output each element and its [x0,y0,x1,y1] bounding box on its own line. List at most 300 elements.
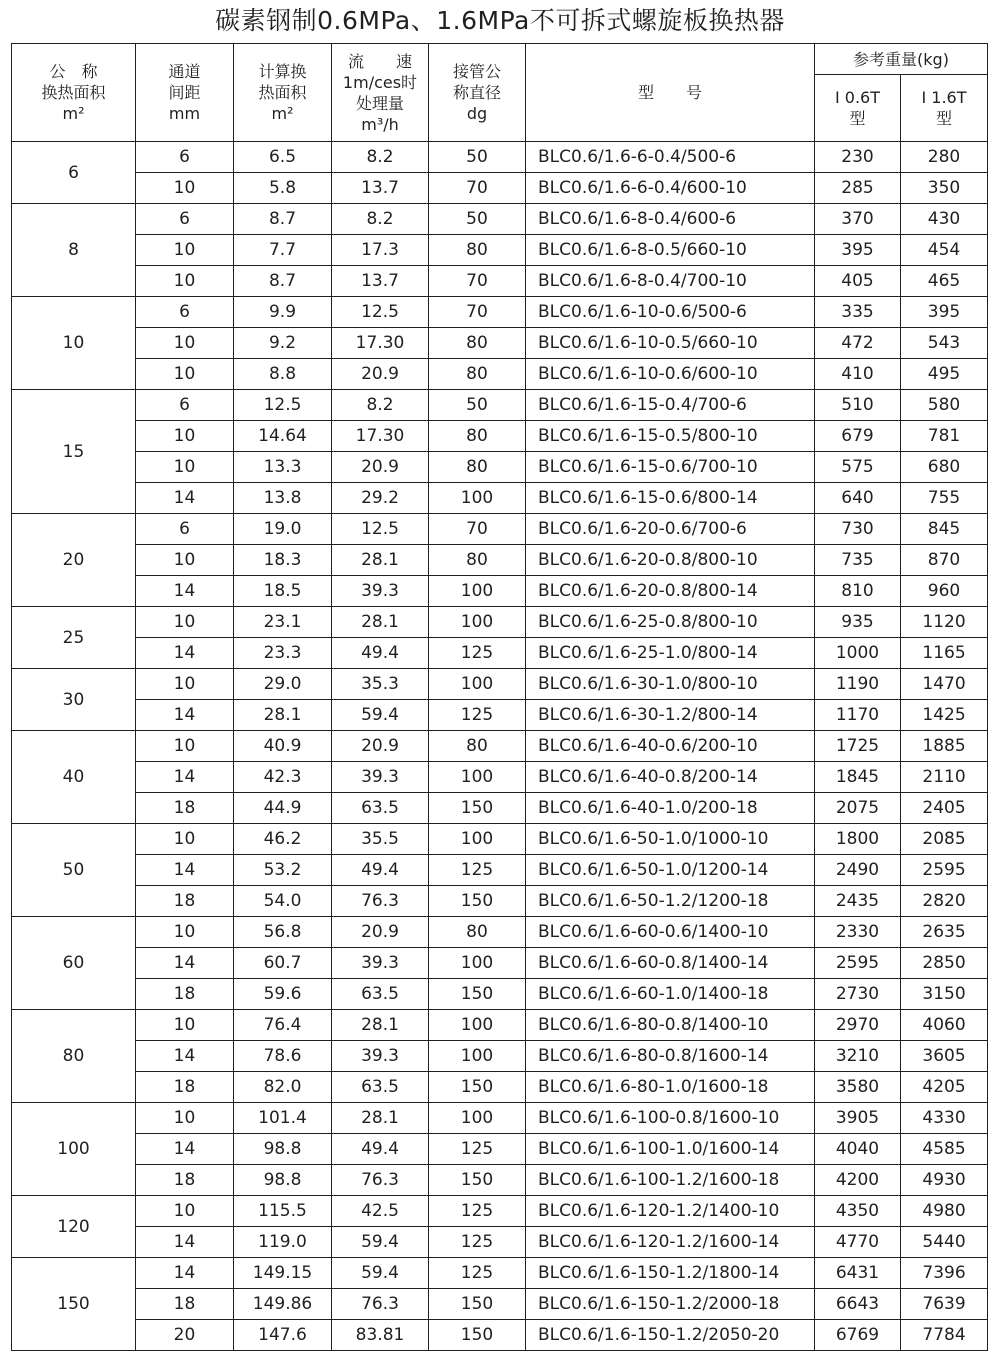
cell-pipe-diameter: 150 [429,1165,526,1196]
cell-weight-16: 454 [901,235,988,266]
cell-pipe-diameter: 125 [429,855,526,886]
cell-channel-gap: 14 [136,483,234,514]
cell-pipe-diameter: 100 [429,824,526,855]
cell-weight-06: 575 [815,452,901,483]
cell-weight-06: 1725 [815,731,901,762]
cell-pipe-diameter: 80 [429,328,526,359]
cell-calc-area: 23.3 [234,638,332,669]
table-row [12,979,988,1010]
cell-weight-16: 543 [901,328,988,359]
cell-channel-gap: 10 [136,917,234,948]
cell-channel-gap: 18 [136,1072,234,1103]
table-row [12,1289,988,1320]
cell-calc-area: 13.3 [234,452,332,483]
cell-pipe-diameter: 50 [429,142,526,173]
cell-channel-gap: 10 [136,1196,234,1227]
cell-channel-gap: 10 [136,607,234,638]
cell-flow: 17.3 [332,235,429,266]
cell-calc-area: 78.6 [234,1041,332,1072]
cell-weight-16: 395 [901,297,988,328]
cell-calc-area: 19.0 [234,514,332,545]
cell-pipe-diameter: 100 [429,1103,526,1134]
cell-channel-gap: 6 [136,142,234,173]
table-row [12,824,988,855]
cell-flow: 8.2 [332,142,429,173]
cell-nominal-area: 30 [12,669,136,731]
cell-calc-area: 101.4 [234,1103,332,1134]
cell-pipe-diameter: 150 [429,886,526,917]
cell-weight-06: 679 [815,421,901,452]
table-row [12,731,988,762]
table-row [12,576,988,607]
cell-calc-area: 29.0 [234,669,332,700]
cell-model: BLC0.6/1.6-100-1.0/1600-14 [526,1134,815,1165]
cell-weight-06: 1000 [815,638,901,669]
cell-calc-area: 149.15 [234,1258,332,1289]
cell-weight-06: 395 [815,235,901,266]
table-row [12,948,988,979]
cell-calc-area: 23.1 [234,607,332,638]
cell-flow: 49.4 [332,638,429,669]
cell-nominal-area: 100 [12,1103,136,1196]
cell-nominal-area: 50 [12,824,136,917]
table-row [12,390,988,421]
cell-weight-16: 7396 [901,1258,988,1289]
cell-nominal-area: 20 [12,514,136,607]
cell-pipe-diameter: 100 [429,1010,526,1041]
cell-flow: 83.81 [332,1320,429,1351]
cell-weight-06: 2435 [815,886,901,917]
cell-calc-area: 44.9 [234,793,332,824]
cell-flow: 28.1 [332,1103,429,1134]
cell-pipe-diameter: 150 [429,979,526,1010]
cell-channel-gap: 10 [136,266,234,297]
cell-weight-16: 781 [901,421,988,452]
header-weight-group: 参考重量(kg) [815,44,988,75]
cell-weight-06: 335 [815,297,901,328]
cell-channel-gap: 10 [136,359,234,390]
cell-pipe-diameter: 70 [429,514,526,545]
cell-flow: 29.2 [332,483,429,514]
cell-weight-16: 845 [901,514,988,545]
cell-channel-gap: 14 [136,948,234,979]
table-row [12,762,988,793]
cell-model: BLC0.6/1.6-80-1.0/1600-18 [526,1072,815,1103]
cell-calc-area: 53.2 [234,855,332,886]
header-channel-gap: 通道 间距 mm [136,44,234,142]
cell-pipe-diameter: 80 [429,545,526,576]
cell-weight-06: 230 [815,142,901,173]
cell-flow: 63.5 [332,793,429,824]
cell-flow: 35.5 [332,824,429,855]
cell-weight-06: 1170 [815,700,901,731]
cell-weight-16: 7784 [901,1320,988,1351]
table-row [12,793,988,824]
cell-flow: 76.3 [332,886,429,917]
cell-weight-16: 2085 [901,824,988,855]
cell-pipe-diameter: 100 [429,1041,526,1072]
cell-weight-16: 755 [901,483,988,514]
cell-weight-16: 2820 [901,886,988,917]
cell-calc-area: 82.0 [234,1072,332,1103]
table-row [12,142,988,173]
cell-flow: 8.2 [332,204,429,235]
cell-channel-gap: 20 [136,1320,234,1351]
cell-weight-16: 680 [901,452,988,483]
cell-calc-area: 59.6 [234,979,332,1010]
table-row [12,1041,988,1072]
cell-weight-06: 2730 [815,979,901,1010]
cell-channel-gap: 18 [136,886,234,917]
table-row [12,1103,988,1134]
cell-weight-16: 495 [901,359,988,390]
cell-model: BLC0.6/1.6-120-1.2/1600-14 [526,1227,815,1258]
table-row [12,328,988,359]
cell-channel-gap: 14 [136,638,234,669]
cell-pipe-diameter: 100 [429,483,526,514]
cell-channel-gap: 10 [136,452,234,483]
cell-weight-16: 960 [901,576,988,607]
cell-model: BLC0.6/1.6-80-0.8/1400-10 [526,1010,815,1041]
cell-flow: 49.4 [332,855,429,886]
cell-weight-16: 2110 [901,762,988,793]
cell-model: BLC0.6/1.6-6-0.4/600-10 [526,173,815,204]
cell-model: BLC0.6/1.6-20-0.8/800-10 [526,545,815,576]
cell-pipe-diameter: 100 [429,669,526,700]
cell-channel-gap: 18 [136,1289,234,1320]
cell-channel-gap: 18 [136,979,234,1010]
cell-nominal-area: 6 [12,142,136,204]
cell-weight-16: 465 [901,266,988,297]
cell-calc-area: 7.7 [234,235,332,266]
cell-flow: 39.3 [332,576,429,607]
cell-nominal-area: 150 [12,1258,136,1351]
cell-model: BLC0.6/1.6-8-0.5/660-10 [526,235,815,266]
cell-weight-16: 4205 [901,1072,988,1103]
cell-channel-gap: 10 [136,421,234,452]
cell-channel-gap: 10 [136,545,234,576]
cell-weight-06: 6769 [815,1320,901,1351]
table-row [12,1134,988,1165]
cell-flow: 20.9 [332,917,429,948]
cell-model: BLC0.6/1.6-150-1.2/2050-20 [526,1320,815,1351]
cell-flow: 63.5 [332,1072,429,1103]
cell-channel-gap: 14 [136,1227,234,1258]
cell-weight-16: 430 [901,204,988,235]
cell-pipe-diameter: 100 [429,607,526,638]
cell-model: BLC0.6/1.6-40-0.8/200-14 [526,762,815,793]
cell-model: BLC0.6/1.6-25-0.8/800-10 [526,607,815,638]
cell-weight-16: 4330 [901,1103,988,1134]
cell-weight-16: 2850 [901,948,988,979]
cell-model: BLC0.6/1.6-20-0.6/700-6 [526,514,815,545]
cell-model: BLC0.6/1.6-15-0.6/700-10 [526,452,815,483]
cell-calc-area: 60.7 [234,948,332,979]
header-calc-area: 计算换 热面积 m² [234,44,332,142]
cell-model: BLC0.6/1.6-6-0.4/500-6 [526,142,815,173]
cell-model: BLC0.6/1.6-60-1.0/1400-18 [526,979,815,1010]
cell-flow: 76.3 [332,1165,429,1196]
cell-weight-16: 4585 [901,1134,988,1165]
cell-flow: 28.1 [332,607,429,638]
cell-weight-06: 3580 [815,1072,901,1103]
cell-weight-06: 3210 [815,1041,901,1072]
cell-channel-gap: 18 [136,793,234,824]
cell-model: BLC0.6/1.6-80-0.8/1600-14 [526,1041,815,1072]
cell-calc-area: 98.8 [234,1165,332,1196]
cell-calc-area: 28.1 [234,700,332,731]
cell-pipe-diameter: 150 [429,1072,526,1103]
cell-pipe-diameter: 50 [429,390,526,421]
cell-calc-area: 46.2 [234,824,332,855]
cell-model: BLC0.6/1.6-15-0.6/800-14 [526,483,815,514]
cell-model: BLC0.6/1.6-150-1.2/2000-18 [526,1289,815,1320]
spec-table [11,43,988,1351]
table-row [12,235,988,266]
cell-calc-area: 115.5 [234,1196,332,1227]
table-row [12,855,988,886]
cell-calc-area: 9.2 [234,328,332,359]
cell-flow: 59.4 [332,700,429,731]
table-row [12,1072,988,1103]
cell-nominal-area: 40 [12,731,136,824]
cell-calc-area: 98.8 [234,1134,332,1165]
cell-flow: 59.4 [332,1258,429,1289]
cell-pipe-diameter: 70 [429,297,526,328]
table-row [12,545,988,576]
cell-flow: 12.5 [332,297,429,328]
cell-pipe-diameter: 100 [429,576,526,607]
cell-channel-gap: 14 [136,1258,234,1289]
cell-weight-16: 1120 [901,607,988,638]
cell-nominal-area: 10 [12,297,136,390]
cell-weight-16: 4060 [901,1010,988,1041]
cell-weight-16: 280 [901,142,988,173]
cell-model: BLC0.6/1.6-15-0.5/800-10 [526,421,815,452]
cell-weight-06: 510 [815,390,901,421]
cell-weight-06: 810 [815,576,901,607]
table-row [12,1320,988,1351]
cell-model: BLC0.6/1.6-20-0.8/800-14 [526,576,815,607]
cell-calc-area: 147.6 [234,1320,332,1351]
cell-flow: 42.5 [332,1196,429,1227]
cell-channel-gap: 14 [136,855,234,886]
cell-weight-06: 472 [815,328,901,359]
cell-pipe-diameter: 50 [429,204,526,235]
page-title: 碳素钢制0.6MPa、1.6MPa不可拆式螺旋板换热器 [215,6,785,35]
cell-flow: 13.7 [332,266,429,297]
cell-calc-area: 40.9 [234,731,332,762]
cell-nominal-area: 60 [12,917,136,1010]
cell-model: BLC0.6/1.6-8-0.4/600-6 [526,204,815,235]
cell-weight-06: 3905 [815,1103,901,1134]
cell-channel-gap: 14 [136,576,234,607]
cell-channel-gap: 6 [136,297,234,328]
cell-calc-area: 54.0 [234,886,332,917]
cell-model: BLC0.6/1.6-10-0.5/660-10 [526,328,815,359]
cell-weight-16: 5440 [901,1227,988,1258]
table-row [12,483,988,514]
cell-model: BLC0.6/1.6-100-1.2/1600-18 [526,1165,815,1196]
cell-nominal-area: 120 [12,1196,136,1258]
table-row [12,669,988,700]
cell-model: BLC0.6/1.6-25-1.0/800-14 [526,638,815,669]
cell-weight-06: 2595 [815,948,901,979]
cell-weight-06: 735 [815,545,901,576]
cell-calc-area: 56.8 [234,917,332,948]
table-row [12,421,988,452]
cell-nominal-area: 8 [12,204,136,297]
cell-flow: 8.2 [332,390,429,421]
cell-model: BLC0.6/1.6-15-0.4/700-6 [526,390,815,421]
cell-pipe-diameter: 150 [429,793,526,824]
cell-calc-area: 8.7 [234,204,332,235]
table-row [12,1165,988,1196]
header-nominal-area: 公 称 换热面积 m² [12,44,136,142]
cell-pipe-diameter: 80 [429,235,526,266]
cell-flow: 20.9 [332,359,429,390]
cell-flow: 28.1 [332,1010,429,1041]
cell-calc-area: 9.9 [234,297,332,328]
cell-weight-06: 4350 [815,1196,901,1227]
cell-flow: 35.3 [332,669,429,700]
cell-calc-area: 42.3 [234,762,332,793]
cell-channel-gap: 10 [136,669,234,700]
cell-weight-06: 410 [815,359,901,390]
table-row [12,1258,988,1289]
cell-pipe-diameter: 125 [429,1196,526,1227]
cell-channel-gap: 10 [136,173,234,204]
cell-pipe-diameter: 125 [429,638,526,669]
cell-model: BLC0.6/1.6-40-0.6/200-10 [526,731,815,762]
table-row [12,607,988,638]
cell-weight-06: 2330 [815,917,901,948]
cell-calc-area: 18.3 [234,545,332,576]
cell-pipe-diameter: 80 [429,917,526,948]
cell-channel-gap: 10 [136,824,234,855]
cell-pipe-diameter: 70 [429,266,526,297]
table-row [12,297,988,328]
cell-flow: 49.4 [332,1134,429,1165]
cell-weight-06: 1845 [815,762,901,793]
cell-nominal-area: 25 [12,607,136,669]
header-row-1 [12,44,988,75]
cell-channel-gap: 10 [136,731,234,762]
cell-weight-16: 7639 [901,1289,988,1320]
cell-weight-06: 4040 [815,1134,901,1165]
cell-channel-gap: 10 [136,235,234,266]
table-row [12,638,988,669]
cell-flow: 39.3 [332,1041,429,1072]
cell-weight-06: 405 [815,266,901,297]
cell-weight-16: 1425 [901,700,988,731]
cell-weight-06: 1800 [815,824,901,855]
cell-channel-gap: 6 [136,204,234,235]
cell-channel-gap: 14 [136,1134,234,1165]
header-weight-06: Ⅰ 0.6T 型 [815,75,901,142]
cell-flow: 39.3 [332,948,429,979]
cell-model: BLC0.6/1.6-120-1.2/1400-10 [526,1196,815,1227]
cell-weight-06: 1190 [815,669,901,700]
table-body [12,142,988,1351]
cell-channel-gap: 10 [136,1010,234,1041]
cell-pipe-diameter: 80 [429,731,526,762]
cell-model: BLC0.6/1.6-50-1.0/1000-10 [526,824,815,855]
table-row [12,886,988,917]
cell-flow: 63.5 [332,979,429,1010]
cell-weight-06: 6431 [815,1258,901,1289]
cell-calc-area: 8.7 [234,266,332,297]
table-row [12,359,988,390]
cell-model: BLC0.6/1.6-60-0.6/1400-10 [526,917,815,948]
cell-channel-gap: 14 [136,1041,234,1072]
header-model: 型 号 [526,44,815,142]
table-row [12,700,988,731]
cell-weight-16: 350 [901,173,988,204]
table-row [12,1196,988,1227]
cell-calc-area: 76.4 [234,1010,332,1041]
table-row [12,266,988,297]
cell-pipe-diameter: 125 [429,1258,526,1289]
cell-weight-06: 2075 [815,793,901,824]
table-row [12,1227,988,1258]
table-row [12,917,988,948]
cell-weight-16: 1885 [901,731,988,762]
cell-weight-16: 870 [901,545,988,576]
cell-weight-16: 4930 [901,1165,988,1196]
cell-model: BLC0.6/1.6-60-0.8/1400-14 [526,948,815,979]
cell-weight-06: 2490 [815,855,901,886]
cell-nominal-area: 80 [12,1010,136,1103]
cell-model: BLC0.6/1.6-150-1.2/1800-14 [526,1258,815,1289]
cell-flow: 17.30 [332,328,429,359]
cell-nominal-area: 15 [12,390,136,514]
cell-calc-area: 12.5 [234,390,332,421]
cell-weight-06: 6643 [815,1289,901,1320]
cell-channel-gap: 6 [136,514,234,545]
cell-weight-16: 4980 [901,1196,988,1227]
cell-weight-16: 580 [901,390,988,421]
cell-flow: 13.7 [332,173,429,204]
cell-calc-area: 13.8 [234,483,332,514]
cell-weight-16: 2635 [901,917,988,948]
cell-flow: 28.1 [332,545,429,576]
table-row [12,452,988,483]
cell-weight-16: 3605 [901,1041,988,1072]
cell-pipe-diameter: 80 [429,452,526,483]
cell-calc-area: 18.5 [234,576,332,607]
cell-weight-06: 2970 [815,1010,901,1041]
cell-pipe-diameter: 100 [429,948,526,979]
table-row [12,514,988,545]
cell-model: BLC0.6/1.6-10-0.6/500-6 [526,297,815,328]
cell-model: BLC0.6/1.6-40-1.0/200-18 [526,793,815,824]
cell-flow: 76.3 [332,1289,429,1320]
cell-model: BLC0.6/1.6-8-0.4/700-10 [526,266,815,297]
table-row [12,204,988,235]
cell-pipe-diameter: 150 [429,1320,526,1351]
cell-weight-06: 370 [815,204,901,235]
cell-calc-area: 119.0 [234,1227,332,1258]
header-weight-16: Ⅰ 1.6T 型 [901,75,988,142]
cell-weight-06: 4770 [815,1227,901,1258]
cell-pipe-diameter: 125 [429,1134,526,1165]
cell-pipe-diameter: 80 [429,421,526,452]
cell-model: BLC0.6/1.6-10-0.6/600-10 [526,359,815,390]
cell-flow: 17.30 [332,421,429,452]
cell-flow: 39.3 [332,762,429,793]
cell-weight-16: 3150 [901,979,988,1010]
